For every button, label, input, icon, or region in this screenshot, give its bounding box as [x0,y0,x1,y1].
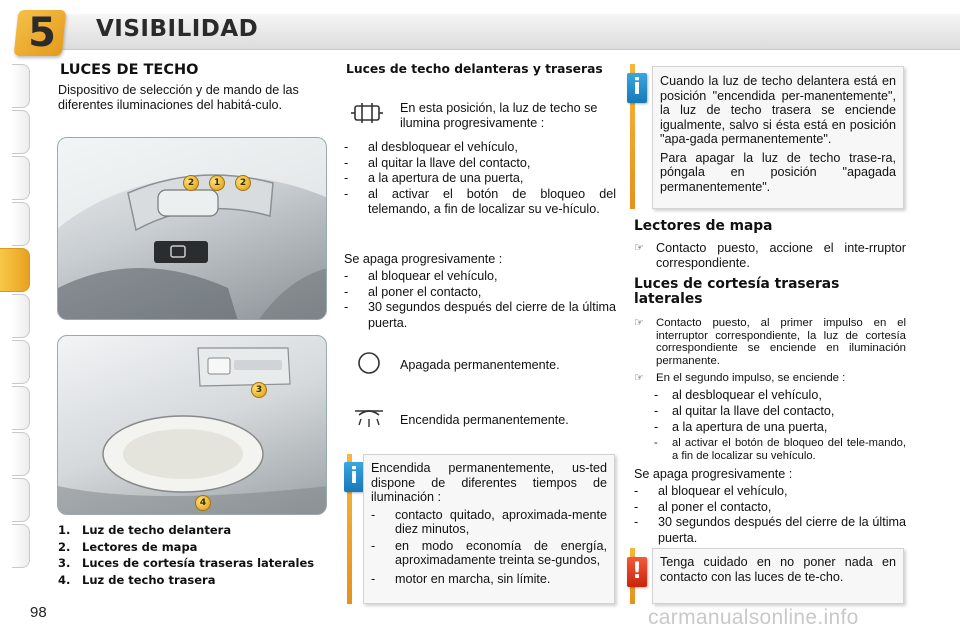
courtesy-conditions-list [654,388,906,463]
list-item: - al activar el botón de bloqueo del tele-mando, a fin de localizar su vehículo. [654,437,906,462]
list-item: - 30 segundos después del cierre de la última puerta. [634,515,906,545]
door-conditions-list [344,140,616,218]
info-icon: i [627,73,647,103]
callout-badge: 2 [183,175,199,191]
chapter-title: VISIBILIDAD [96,16,259,42]
pointer-icon: ☞ [634,242,644,254]
section-title-map-readers: Lectores de mapa [634,218,773,234]
info-icon: i [344,462,364,492]
list-item: ☞ Contacto puesto, accione el inte-rruptor correspondiente. [634,241,906,270]
chapter-tab[interactable] [12,294,30,338]
fade-conditions-list [344,269,616,331]
list-item: - al quitar la llave del contacto, [344,155,531,170]
warning-text: Tenga cuidado en no poner nada en contacto con las luces de te-cho. [660,555,896,584]
warning-box [652,548,904,604]
chapter-tabs [0,64,32,584]
pointer-icon: ☞ [634,372,644,385]
list-item: - motor en marcha, sin límite. [371,571,551,586]
page-header [0,0,960,56]
callout-badge: 2 [235,175,251,191]
rear-ceiling-light-photo [57,335,327,515]
list-item: - al desbloquear el vehículo, [654,388,822,402]
info-box-list [371,508,607,587]
list-item: - al poner el contacto, [344,284,482,299]
list-item: - al bloquear el vehículo, [344,269,498,283]
list-item: - al desbloquear el vehículo, [344,140,518,154]
legend-item: 1. Luz de techo delantera [58,523,232,537]
courtesy-fade-list [634,484,906,546]
section-title-ceiling-lights: LUCES DE TECHO [60,62,199,78]
door-position-icon [350,100,384,126]
section-title-courtesy-lights: Luces de cortesía traseras laterales [634,276,840,307]
front-ceiling-light-photo [57,137,327,320]
on-position-icon [351,403,387,431]
callout-badge: 3 [251,382,267,398]
list-item: - al poner el contacto, [634,499,772,514]
chapter-tab[interactable] [12,386,30,430]
list-item: - al quitar la llave del contacto, [654,403,835,418]
chapter-number: 5 [28,10,56,56]
rear-ceiling-light-illustration [58,336,327,515]
chapter-tab[interactable] [12,340,30,384]
off-position-icon [355,349,383,377]
info-box-text: Cuando la luz de techo delantera está en posición "encendida per-manentemente", la luz de techo trasera se enciende igualmente, salvo si ésta está en posición "apa-gada permanentemente". [660,74,896,146]
info-box-text: Para apagar la luz de techo trase-ra, póngala en posición "apagada permanentemente". [660,150,896,194]
list-item: - a la apertura de una puerta, [654,419,828,434]
courtesy-list [634,317,906,385]
list-item: - contacto quitado, aproximada-mente diez minutos, [371,507,607,536]
legend-item: 2. Lectores de mapa [58,539,198,554]
info-box-rear-light [652,66,904,209]
chapter-tab[interactable] [12,64,30,108]
page-number: 98 [30,604,47,621]
chapter-tab-active[interactable] [0,248,30,292]
pointer-icon: ☞ [634,317,644,329]
fade-intro: Se apaga progresivamente : [634,467,793,481]
list-item: - a la apertura de una puerta, [344,171,524,185]
chapter-tab[interactable] [12,156,30,200]
callout-badge: 4 [195,495,211,511]
chapter-tab[interactable] [12,524,30,568]
legend-item: 3. Luces de cortesía traseras laterales [58,556,315,570]
watermark: carmanualsonline.info [648,606,859,629]
figure-legend [58,523,338,589]
off-position-label: Apagada permanentemente. [400,358,560,372]
door-position-text: En esta posición, la luz de techo se ilumina progresivamente : [400,101,598,130]
on-position-label: Encendida permanentemente. [400,413,569,427]
section-intro: Dispositivo de selección y de mando de las diferentes iluminaciones del habitá-culo. [58,83,299,112]
chapter-tab[interactable] [12,432,30,476]
list-item: - 30 segundos después del cierre de la última puerta. [344,300,616,330]
list-item: ☞ En el segundo impulso, se enciende : [634,372,846,385]
chapter-tab[interactable] [12,110,30,154]
list-item: - al activar el botón de bloqueo del telemando, a fin de localizar su ve-hículo. [344,186,616,216]
map-readers-list [634,241,906,271]
front-ceiling-light-illustration [58,138,327,320]
chapter-tab[interactable] [12,202,30,246]
section-title-front-rear-lights: Luces de techo delanteras y traseras [346,62,603,76]
legend-item: 4. Luz de techo trasera [58,572,216,587]
list-item: - en modo economía de energía, aproximadamente treinta se-gundos, [371,538,607,567]
warning-icon: ! [627,557,647,587]
list-item: - al bloquear el vehículo, [634,484,788,498]
callout-badge: 1 [209,175,225,191]
info-box-text: Encendida permanentemente, us-ted dispone de diferentes tiempos de iluminación : [371,461,607,504]
info-box-lighting-times [363,454,615,604]
chapter-tab[interactable] [12,478,30,522]
fade-intro: Se apaga progresivamente : [344,252,503,266]
list-item: ☞ Contacto puesto, al primer impulso en el interruptor correspondiente, la luz de cortesía correspondiente se enciende en iluminación permanente. [634,317,906,367]
